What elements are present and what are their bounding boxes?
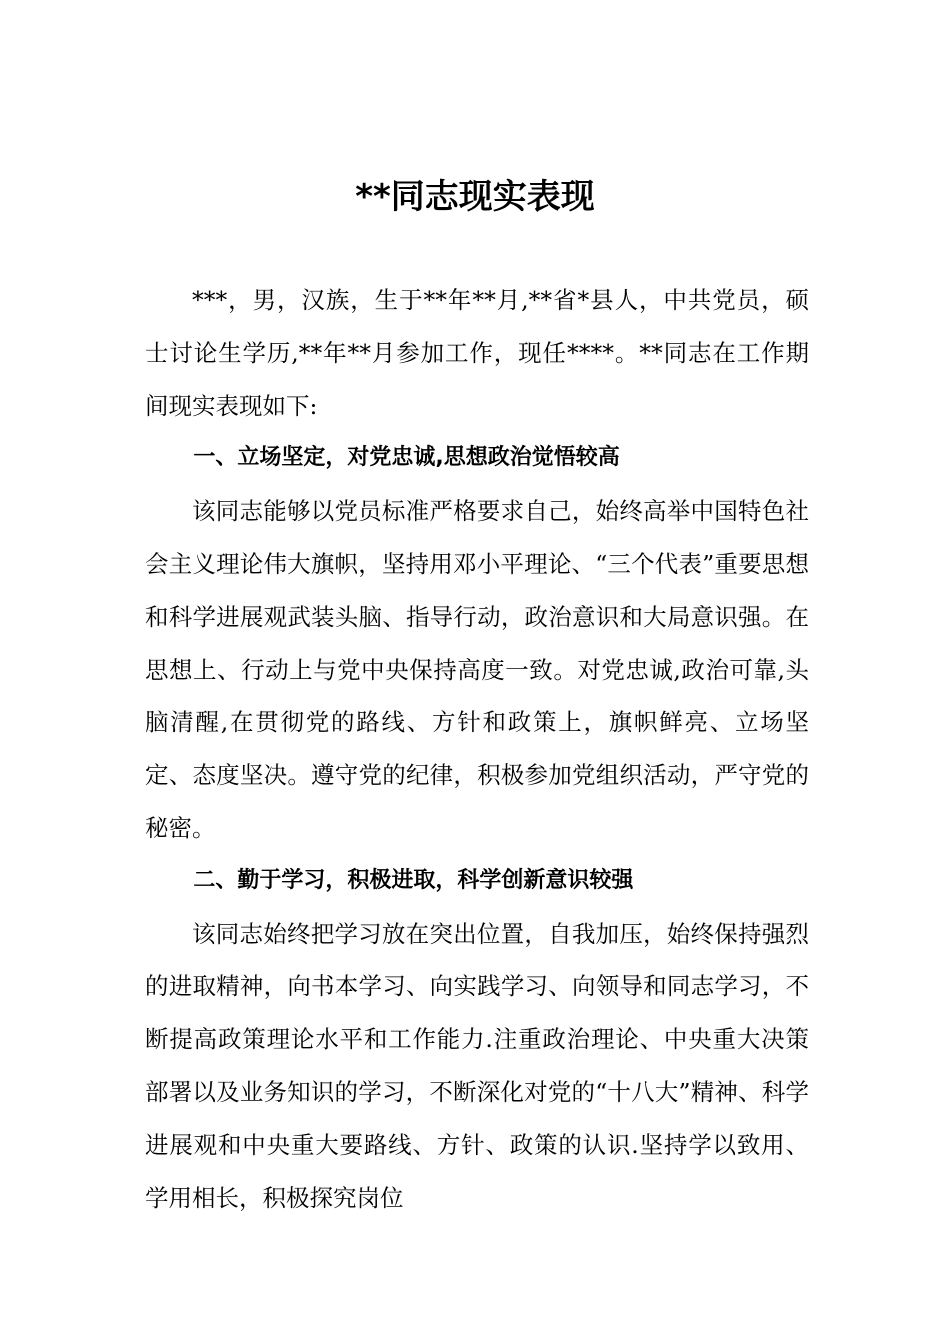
section-heading-2: 二、勤于学习，积极进取，科学创新意识较强 bbox=[193, 867, 634, 893]
document-body bbox=[145, 274, 809, 1224]
intro-paragraph: ***，男，汉族，生于**年**月,**省*县人，中共党员，硕士讨论生学历,**年**月参加工作，现任****。**同志在工作期间现实表现如下: bbox=[145, 286, 809, 420]
document-title: **同志现实表现 bbox=[355, 177, 595, 217]
section-heading-1: 一、立场坚定，对党忠诚,思想政治觉悟较高 bbox=[193, 445, 620, 471]
section-1-paragraph: 该同志能够以党员标准严格要求自己，始终高举中国特色社会主义理论伟大旗帜，坚持用邓小平理论、“三个代表”重要思想和科学进展观武装头脑、指导行动，政治意识和大局意识强。在思想上、行动上与党中央保持高度一致。对党忠诚,政治可靠,头脑清醒,在贯彻党的路线、方针和政策上，旗帜鲜亮、立场坚定、态度坚决。遵守党的纪律，积极参加党组织活动，严守党的秘密。 bbox=[145, 497, 809, 842]
section-2-paragraph: 该同志始终把学习放在突出位置，自我加压，始终保持强烈的进取精神，向书本学习、向实践学习、向领导和同志学习，不断提高政策理论水平和工作能力.注重政治理论、中央重大决策部署以及业务知识的学习，不断深化对党的“十八大”精神、科学进展观和中央重大要路线、方针、政策的认识.坚持学以致用、学用相长，积极探究岗位 bbox=[145, 919, 809, 1212]
